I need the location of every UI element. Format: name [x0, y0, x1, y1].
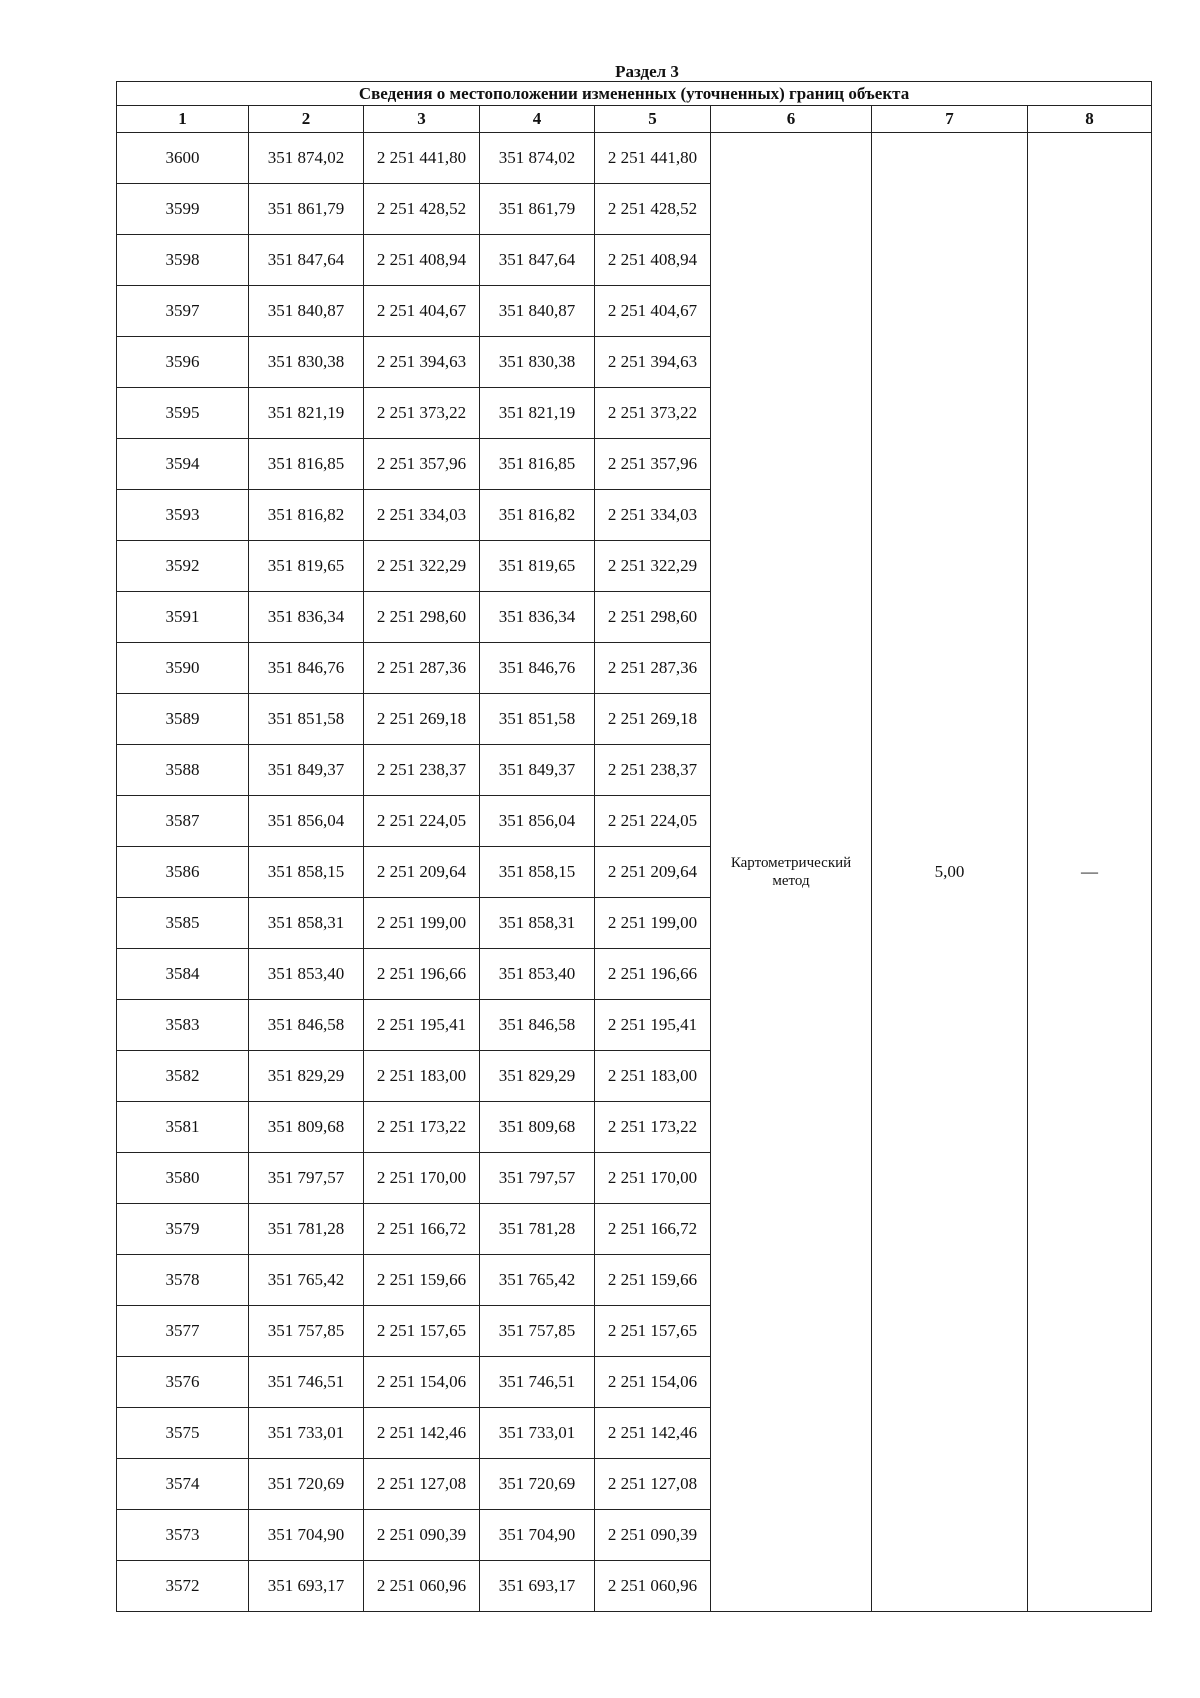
- x-existing-cell: 351 829,29: [249, 1051, 364, 1102]
- x-new-cell: 351 816,85: [480, 439, 595, 490]
- point-number-cell: 3594: [117, 439, 249, 490]
- y-new-cell: 2 251 166,72: [595, 1204, 711, 1255]
- x-existing-cell: 351 849,37: [249, 745, 364, 796]
- x-new-cell: 351 821,19: [480, 388, 595, 439]
- point-number-cell: 3595: [117, 388, 249, 439]
- y-new-cell: 2 251 408,94: [595, 235, 711, 286]
- section-title: Раздел 3: [615, 62, 679, 81]
- x-existing-cell: 351 720,69: [249, 1459, 364, 1510]
- y-existing-cell: 2 251 195,41: [364, 1000, 480, 1051]
- y-existing-cell: 2 251 090,39: [364, 1510, 480, 1561]
- point-number-cell: 3577: [117, 1306, 249, 1357]
- x-new-cell: 351 861,79: [480, 184, 595, 235]
- y-existing-cell: 2 251 173,22: [364, 1102, 480, 1153]
- boundary-coordinates-table: [116, 81, 1152, 1612]
- y-existing-cell: 2 251 238,37: [364, 745, 480, 796]
- y-existing-cell: 2 251 408,94: [364, 235, 480, 286]
- x-new-cell: 351 816,82: [480, 490, 595, 541]
- y-existing-cell: 2 251 224,05: [364, 796, 480, 847]
- x-existing-cell: 351 765,42: [249, 1255, 364, 1306]
- y-existing-cell: 2 251 127,08: [364, 1459, 480, 1510]
- x-existing-cell: 351 693,17: [249, 1561, 364, 1612]
- x-existing-cell: 351 858,31: [249, 898, 364, 949]
- y-new-cell: 2 251 090,39: [595, 1510, 711, 1561]
- y-existing-cell: 2 251 373,22: [364, 388, 480, 439]
- x-new-cell: 351 853,40: [480, 949, 595, 1000]
- y-existing-cell: 2 251 170,00: [364, 1153, 480, 1204]
- table-body: [117, 133, 1152, 1612]
- point-number-cell: 3588: [117, 745, 249, 796]
- point-number-cell: 3580: [117, 1153, 249, 1204]
- x-new-cell: 351 757,85: [480, 1306, 595, 1357]
- point-number-cell: 3579: [117, 1204, 249, 1255]
- y-existing-cell: 2 251 441,80: [364, 133, 480, 184]
- y-existing-cell: 2 251 322,29: [364, 541, 480, 592]
- x-new-cell: 351 765,42: [480, 1255, 595, 1306]
- x-new-cell: 351 851,58: [480, 694, 595, 745]
- y-existing-cell: 2 251 394,63: [364, 337, 480, 388]
- x-existing-cell: 351 830,38: [249, 337, 364, 388]
- x-new-cell: 351 836,34: [480, 592, 595, 643]
- column-number-2: 2: [249, 106, 364, 133]
- y-new-cell: 2 251 404,67: [595, 286, 711, 337]
- column-number-1: 1: [117, 106, 249, 133]
- x-new-cell: 351 858,15: [480, 847, 595, 898]
- point-number-cell: 3589: [117, 694, 249, 745]
- point-number-cell: 3587: [117, 796, 249, 847]
- y-existing-cell: 2 251 154,06: [364, 1357, 480, 1408]
- y-existing-cell: 2 251 298,60: [364, 592, 480, 643]
- y-new-cell: 2 251 173,22: [595, 1102, 711, 1153]
- point-number-cell: 3593: [117, 490, 249, 541]
- point-number-cell: 3581: [117, 1102, 249, 1153]
- x-new-cell: 351 733,01: [480, 1408, 595, 1459]
- x-new-cell: 351 846,58: [480, 1000, 595, 1051]
- y-existing-cell: 2 251 166,72: [364, 1204, 480, 1255]
- x-existing-cell: 351 874,02: [249, 133, 364, 184]
- x-new-cell: 351 849,37: [480, 745, 595, 796]
- x-existing-cell: 351 861,79: [249, 184, 364, 235]
- point-number-cell: 3584: [117, 949, 249, 1000]
- point-number-cell: 3573: [117, 1510, 249, 1561]
- point-number-cell: 3574: [117, 1459, 249, 1510]
- x-new-cell: 351 874,02: [480, 133, 595, 184]
- x-existing-cell: 351 781,28: [249, 1204, 364, 1255]
- x-new-cell: 351 819,65: [480, 541, 595, 592]
- point-number-cell: 3585: [117, 898, 249, 949]
- y-existing-cell: 2 251 060,96: [364, 1561, 480, 1612]
- y-existing-cell: 2 251 357,96: [364, 439, 480, 490]
- x-new-cell: 351 809,68: [480, 1102, 595, 1153]
- point-number-cell: 3596: [117, 337, 249, 388]
- x-existing-cell: 351 816,82: [249, 490, 364, 541]
- y-existing-cell: 2 251 287,36: [364, 643, 480, 694]
- point-number-cell: 3572: [117, 1561, 249, 1612]
- x-existing-cell: 351 851,58: [249, 694, 364, 745]
- point-number-cell: 3597: [117, 286, 249, 337]
- x-existing-cell: 351 847,64: [249, 235, 364, 286]
- x-new-cell: 351 840,87: [480, 286, 595, 337]
- y-existing-cell: 2 251 428,52: [364, 184, 480, 235]
- y-existing-cell: 2 251 157,65: [364, 1306, 480, 1357]
- point-number-cell: 3578: [117, 1255, 249, 1306]
- point-number-cell: 3586: [117, 847, 249, 898]
- y-new-cell: 2 251 209,64: [595, 847, 711, 898]
- x-existing-cell: 351 856,04: [249, 796, 364, 847]
- y-new-cell: 2 251 195,41: [595, 1000, 711, 1051]
- y-new-cell: 2 251 441,80: [595, 133, 711, 184]
- table-caption: Сведения о местоположении измененных (уточненных) границ объекта: [117, 82, 1152, 106]
- y-new-cell: 2 251 373,22: [595, 388, 711, 439]
- y-new-cell: 2 251 322,29: [595, 541, 711, 592]
- x-existing-cell: 351 816,85: [249, 439, 364, 490]
- point-number-cell: 3582: [117, 1051, 249, 1102]
- x-new-cell: 351 856,04: [480, 796, 595, 847]
- y-new-cell: 2 251 127,08: [595, 1459, 711, 1510]
- x-new-cell: 351 781,28: [480, 1204, 595, 1255]
- y-new-cell: 2 251 224,05: [595, 796, 711, 847]
- x-new-cell: 351 797,57: [480, 1153, 595, 1204]
- x-new-cell: 351 746,51: [480, 1357, 595, 1408]
- x-existing-cell: 351 858,15: [249, 847, 364, 898]
- column-number-8: 8: [1028, 106, 1152, 133]
- point-number-cell: 3600: [117, 133, 249, 184]
- column-number-3: 3: [364, 106, 480, 133]
- y-existing-cell: 2 251 159,66: [364, 1255, 480, 1306]
- x-existing-cell: 351 821,19: [249, 388, 364, 439]
- point-number-cell: 3591: [117, 592, 249, 643]
- y-new-cell: 2 251 142,46: [595, 1408, 711, 1459]
- x-existing-cell: 351 704,90: [249, 1510, 364, 1561]
- y-new-cell: 2 251 287,36: [595, 643, 711, 694]
- y-existing-cell: 2 251 142,46: [364, 1408, 480, 1459]
- x-existing-cell: 351 846,58: [249, 1000, 364, 1051]
- point-number-cell: 3592: [117, 541, 249, 592]
- x-existing-cell: 351 809,68: [249, 1102, 364, 1153]
- x-new-cell: 351 720,69: [480, 1459, 595, 1510]
- y-new-cell: 2 251 060,96: [595, 1561, 711, 1612]
- table-row: [117, 133, 1152, 184]
- x-new-cell: 351 858,31: [480, 898, 595, 949]
- y-existing-cell: 2 251 196,66: [364, 949, 480, 1000]
- x-existing-cell: 351 746,51: [249, 1357, 364, 1408]
- x-new-cell: 351 847,64: [480, 235, 595, 286]
- y-new-cell: 2 251 157,65: [595, 1306, 711, 1357]
- point-number-cell: 3583: [117, 1000, 249, 1051]
- x-new-cell: 351 693,17: [480, 1561, 595, 1612]
- x-existing-cell: 351 757,85: [249, 1306, 364, 1357]
- y-new-cell: 2 251 170,00: [595, 1153, 711, 1204]
- point-number-cell: 3576: [117, 1357, 249, 1408]
- x-existing-cell: 351 819,65: [249, 541, 364, 592]
- x-new-cell: 351 830,38: [480, 337, 595, 388]
- y-new-cell: 2 251 269,18: [595, 694, 711, 745]
- y-new-cell: 2 251 334,03: [595, 490, 711, 541]
- x-existing-cell: 351 836,34: [249, 592, 364, 643]
- x-new-cell: 351 829,29: [480, 1051, 595, 1102]
- column-number-7: 7: [872, 106, 1028, 133]
- column-number-5: 5: [595, 106, 711, 133]
- y-new-cell: 2 251 357,96: [595, 439, 711, 490]
- point-number-cell: 3575: [117, 1408, 249, 1459]
- accuracy-cell: 5,00: [872, 133, 1028, 1612]
- y-new-cell: 2 251 154,06: [595, 1357, 711, 1408]
- y-new-cell: 2 251 428,52: [595, 184, 711, 235]
- y-new-cell: 2 251 394,63: [595, 337, 711, 388]
- y-existing-cell: 2 251 199,00: [364, 898, 480, 949]
- point-number-cell: 3599: [117, 184, 249, 235]
- y-new-cell: 2 251 298,60: [595, 592, 711, 643]
- y-new-cell: 2 251 159,66: [595, 1255, 711, 1306]
- x-existing-cell: 351 840,87: [249, 286, 364, 337]
- x-existing-cell: 351 853,40: [249, 949, 364, 1000]
- column-number-row: [117, 106, 1152, 133]
- column-number-4: 4: [480, 106, 595, 133]
- x-existing-cell: 351 733,01: [249, 1408, 364, 1459]
- x-existing-cell: 351 797,57: [249, 1153, 364, 1204]
- y-existing-cell: 2 251 334,03: [364, 490, 480, 541]
- column-number-6: 6: [711, 106, 872, 133]
- y-new-cell: 2 251 196,66: [595, 949, 711, 1000]
- y-existing-cell: 2 251 269,18: [364, 694, 480, 745]
- y-new-cell: 2 251 238,37: [595, 745, 711, 796]
- y-existing-cell: 2 251 404,67: [364, 286, 480, 337]
- description-cell: —: [1028, 133, 1152, 1612]
- y-existing-cell: 2 251 183,00: [364, 1051, 480, 1102]
- y-existing-cell: 2 251 209,64: [364, 847, 480, 898]
- y-new-cell: 2 251 199,00: [595, 898, 711, 949]
- point-number-cell: 3590: [117, 643, 249, 694]
- x-existing-cell: 351 846,76: [249, 643, 364, 694]
- method-cell: Картометрический метод: [711, 133, 872, 1612]
- x-new-cell: 351 704,90: [480, 1510, 595, 1561]
- point-number-cell: 3598: [117, 235, 249, 286]
- y-new-cell: 2 251 183,00: [595, 1051, 711, 1102]
- x-new-cell: 351 846,76: [480, 643, 595, 694]
